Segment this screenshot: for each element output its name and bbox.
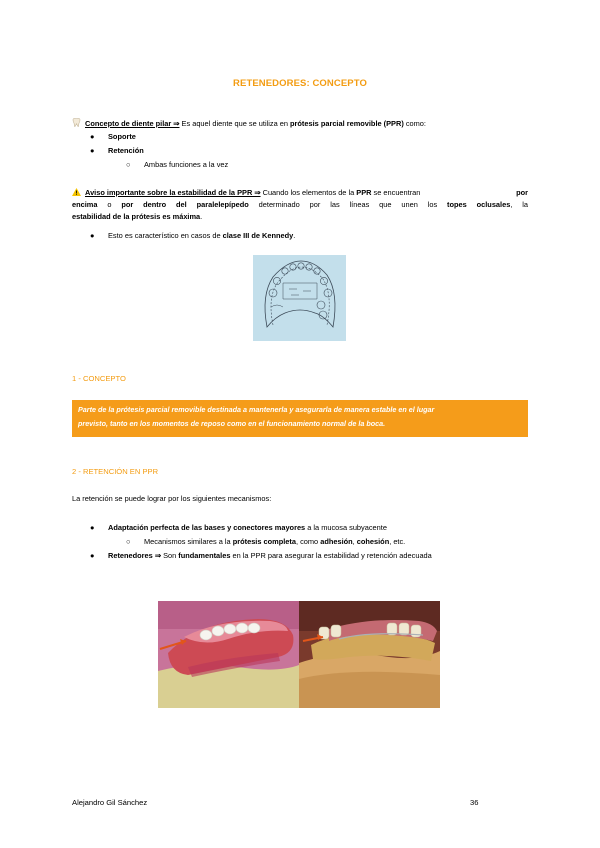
page-title: RETENEDORES: CONCEPTO bbox=[233, 78, 367, 89]
aviso-text: por dentro del paralelepípedo bbox=[121, 200, 249, 209]
denture-photo-1 bbox=[158, 601, 299, 708]
section-1-heading: 1 - CONCEPTO bbox=[72, 374, 126, 383]
sub-text: prótesis completa bbox=[232, 537, 296, 546]
sub-text: cohesión bbox=[356, 537, 390, 546]
section-2-heading: 2 - RETENCIÓN EN PPR bbox=[72, 467, 159, 476]
sub-text: , bbox=[352, 537, 357, 546]
aviso-heading: Aviso importante sobre la estabilidad de la PPR ⇒ bbox=[85, 188, 261, 197]
denture-photo-2 bbox=[299, 601, 440, 708]
aviso-paragraph bbox=[72, 187, 528, 223]
aviso-bullet-text: clase III de Kennedy bbox=[222, 231, 294, 240]
aviso-text: , la bbox=[510, 200, 529, 209]
document-page: RETENEDORES: CONCEPTO Concepto de diente pilar ⇒ Es aquel diente que se utiliza en prótesis parcial removible (PPR) como: ● Soporte ● Retención ○ Ambas funciones a la vez Aviso importante sobre la estabilidad de la PPR ⇒ Cuando los elementos de la PPR se encuentran por encima o por dentro del paralelepípedo determinado por las líneas que unen los topes oclusales, la estabilidad de la prótesis es máxima. ● Esto es característico en casos de clase III de Kennedy. 1 - CONCEPTO Parte de la prótesis parcial removible destinada a mantenerla y asegurarla de manera estable en el lugar previsto, tanto en los momentos de reposo como en el funcionamiento normal de la boca. 2 - RETENCIÓN EN PPR La retención se puede lograr por los siguientes mecanismos: ● Adaptación perfecta de las bases y conectores mayores a la mucosa subyacente ○ Mecanismos similares a la prótesis completa, como adhesión, cohesión, etc. ● Retenedores ⇒ Son fundamentales en la PPR para asegurar la estabilidad y retención adecuada Alejandro Gil Sánchez 36 bbox=[0, 0, 600, 848]
tooth-icon bbox=[72, 118, 81, 127]
aviso-text: estabilidad de la prótesis es máxima bbox=[72, 212, 201, 221]
bullet-text: Son bbox=[161, 551, 179, 560]
aviso-text: determinado por las líneas que unen los bbox=[248, 200, 448, 209]
warning-icon bbox=[72, 188, 81, 196]
aviso-text: topes oclusales bbox=[447, 200, 511, 209]
bullet-text: Retenedores ⇒ bbox=[108, 551, 162, 560]
aviso-text: se encuentran bbox=[371, 188, 421, 197]
aviso-text: encima bbox=[72, 200, 98, 209]
aviso-text: PPR bbox=[356, 188, 372, 197]
definition-callout bbox=[72, 400, 528, 437]
kennedy-diagram-image bbox=[253, 255, 346, 341]
page-number: 36 bbox=[470, 798, 479, 807]
bullet-text: Adaptación perfecta de las bases y conectores mayores bbox=[108, 523, 306, 532]
list-item-label: Retención bbox=[108, 146, 144, 155]
concepto-text-a: Es aquel diente que se utiliza en bbox=[179, 119, 291, 128]
sub-text: Mecanismos similares a la bbox=[144, 537, 233, 546]
concepto-pilar-line bbox=[72, 118, 426, 130]
section-2-intro: La retención se puede lograr por los siguientes mecanismos: bbox=[72, 494, 272, 503]
list-item-label: Soporte bbox=[108, 132, 136, 141]
aviso-text: Cuando los elementos de la bbox=[260, 188, 357, 197]
aviso-bullet-text: Esto es característico en casos de bbox=[108, 231, 223, 240]
bullet-text: en la PPR para asegurar la estabilidad y retención adecuada bbox=[230, 551, 432, 560]
sub-list-item-label: Ambas funciones a la vez bbox=[144, 160, 229, 169]
sub-text: , como bbox=[295, 537, 321, 546]
sub-text: , etc. bbox=[389, 537, 406, 546]
sub-text: adhesión bbox=[320, 537, 353, 546]
concepto-pilar-heading: Concepto de diente pilar ⇒ bbox=[85, 119, 180, 128]
bullet-text: a la mucosa subyacente bbox=[305, 523, 387, 532]
callout-line-2: previsto, tanto en los momentos de reposo como en el funcionamiento normal de la boca. bbox=[78, 419, 386, 428]
callout-line-1: Parte de la prótesis parcial removible destinada a mantenerla y asegurarla de manera estable en el lugar bbox=[78, 405, 435, 414]
footer-author: Alejandro Gil Sánchez bbox=[72, 798, 148, 807]
aviso-bullet-text: . bbox=[293, 231, 296, 240]
aviso-text: por bbox=[516, 188, 528, 197]
aviso-text: . bbox=[200, 212, 203, 221]
concepto-text-c: como: bbox=[403, 119, 426, 128]
bullet-text: fundamentales bbox=[178, 551, 231, 560]
aviso-text: o bbox=[97, 200, 122, 209]
concepto-text-b: prótesis parcial removible (PPR) bbox=[290, 119, 404, 128]
